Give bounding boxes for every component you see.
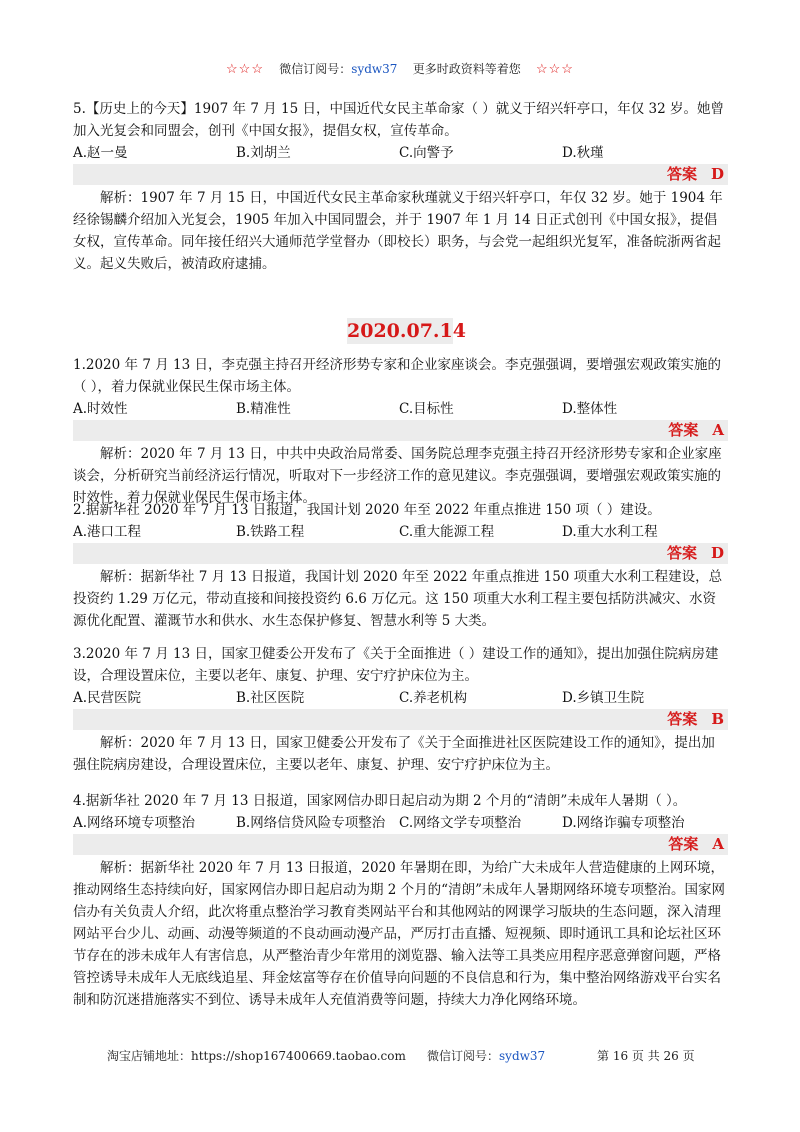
option-a: A.民营医院	[73, 690, 142, 706]
answer-bar	[73, 709, 728, 730]
header-slogan: 更多时政资料等着您	[412, 62, 521, 76]
page-number: 第 16 页 共 26 页	[597, 1049, 695, 1063]
option-a: A.赵一曼	[73, 145, 128, 161]
answer-letter: D	[710, 544, 724, 562]
answer-bar	[73, 164, 728, 185]
question-3	[73, 643, 728, 776]
question-text: 4.据新华社 2020 年 7 月 13 日报道，国家网信办即日起启动为期 2 个月的“清朗”未成年人暑期（ ）。	[73, 793, 687, 809]
answer-label: 答案	[666, 165, 697, 183]
question-text: 1.2020 年 7 月 13 日，李克强主持召开经济形势专家和企业家座谈会。李克强强调，要增强宏观政策实施的（ ），着力保就业保民生保市场主体。	[73, 357, 721, 395]
date-heading: 2020.07.14	[347, 320, 466, 342]
stars-right: ☆☆☆	[536, 62, 574, 77]
option-c: C.向警予	[399, 145, 454, 161]
option-d: D.重大水利工程	[562, 524, 658, 540]
header-wechat-label: 微信订阅号：	[279, 62, 352, 76]
explanation: 解析：2020 年 7 月 13 日，中共中央政治局常委、国务院总理李克强主持召开经济形势专家和企业家座谈会，分析研究当前经济运行情况，听取对下一步经济工作的意见建议。李克强强调，要增强宏观政策实施的时效性，着力保就业保民生保市场主体。	[73, 446, 722, 506]
answer-letter: A	[712, 421, 724, 439]
option-c: C.网络文学专项整治	[399, 815, 522, 831]
option-d: D.秋瑾	[562, 145, 604, 161]
option-a: A.港口工程	[73, 524, 142, 540]
option-c: C.养老机构	[399, 690, 468, 706]
question-text: 5.【历史上的今天】1907 年 7 月 15 日，中国近代女民主革命家（ ）就义于绍兴轩亭口，年仅 32 岁。她曾加入光复会和同盟会，创刊《中国女报》，提倡女权，宣传革命。	[73, 101, 725, 139]
option-b: B.铁路工程	[236, 524, 305, 540]
option-c: C.目标性	[399, 401, 454, 417]
options-row	[73, 142, 728, 164]
shop-address[interactable]: 淘宝店铺地址：https://shop167400669.taobao.com	[107, 1049, 406, 1063]
header-wechat-account: sydw37	[351, 62, 398, 76]
option-d: D.整体性	[562, 401, 618, 417]
explanation: 解析：据新华社 7 月 13 日报道，我国计划 2020 年至 2022 年重点推进 150 项重大水利工程建设，总投资约 1.29 万亿元，带动直接和间接投资约 6.6 万亿元。这 150 项重大水利工程主要包括防洪减灾、水资源优化配置、灌溉节水和供水、水生态保护修复、智慧水利等 5 大类。	[73, 569, 723, 629]
option-d: D.乡镇卫生院	[562, 690, 645, 706]
explanation: 解析：2020 年 7 月 13 日，国家卫健委公开发布了《关于全面推进社区医院建设工作的通知》，提出加强住院病房建设，合理设置床位，主要以老年、康复、护理、安宁疗护床位为主。	[73, 735, 715, 773]
answer-label: 答案	[668, 835, 699, 853]
question-text: 3.2020 年 7 月 13 日，国家卫健委公开发布了《关于全面推进（ ）建设工作的通知》，提出加强住院病房建设，合理设置床位，主要以老年、康复、护理、安宁疗护床位为主。	[73, 646, 719, 684]
footer-wechat	[427, 1047, 545, 1064]
question-4	[73, 790, 728, 1011]
option-b: B.刘胡兰	[236, 145, 291, 161]
options-row	[73, 812, 728, 834]
stars-left: ☆☆☆	[226, 62, 264, 77]
explanation: 解析：1907 年 7 月 15 日，中国近代女民主革命家秋瑾就义于绍兴轩亭口，年仅 32 岁。她于 1904 年经徐锡麟介绍加入光复会，1905 年加入中国同盟会，并于 1907 年 1 月 14 日正式创刊《中国女报》，提倡女权，宣传革命。同年接任绍兴大通师范学堂督办（即校长）职务，与会党一起组织光复军，准备皖浙两省起义。起义失败后，被清政府逮捕。	[73, 190, 723, 272]
answer-label: 答案	[667, 710, 698, 728]
answer-bar	[73, 834, 728, 855]
answer-label: 答案	[666, 544, 697, 562]
option-b: B.精准性	[236, 401, 291, 417]
option-c: C.重大能源工程	[399, 524, 495, 540]
question-text: 2.据新华社 2020 年 7 月 13 日报道，我国计划 2020 年至 2022 年重点推进 150 项（ ）建设。	[73, 502, 661, 518]
options-row	[73, 687, 728, 709]
explanation: 解析：据新华社 2020 年 7 月 13 日报道，2020 年暑期在即，为给广大未成年人营造健康的上网环境，推动网络生态持续向好，国家网信办即日起启动为期 2 个月的“清朗”未成年人暑期网络环境专项整治。国家网信办有关负责人介绍，此次将重点整治学习教育类网站平台和其他网站的网课学习版块的生态问题，深入清理网站平台少儿、动画、动漫等频道的不良动画动漫产品，严厉打击直播、短视频、即时通讯工具和论坛社区环节存在的涉未成年人有害信息，从严整治青少年常用的浏览器、输入法等工具类应用程序恶意弹窗问题，严格管控诱导未成年人无底线追星、拜金炫富等存在价值导向问题的不良信息和行为，集中整治网络游戏平台实名制和防沉迷措施落实不到位、诱导未成年人充值消费等问题，持续大力净化网络环境。	[73, 860, 725, 1008]
footer-wechat-account: sydw37	[499, 1049, 546, 1063]
options-row	[73, 398, 728, 420]
option-a: A.网络环境专项整治	[73, 815, 196, 831]
answer-bar	[73, 543, 728, 564]
option-d: D.网络诈骗专项整治	[562, 815, 685, 831]
answer-bar	[73, 420, 728, 441]
answer-letter: B	[711, 710, 724, 728]
question-1	[73, 354, 728, 509]
footer-wechat-label: 微信订阅号：	[427, 1049, 500, 1063]
options-row	[73, 521, 728, 543]
question-2	[73, 499, 728, 632]
option-a: A.时效性	[73, 401, 128, 417]
answer-letter: D	[710, 165, 724, 183]
page-header	[0, 60, 800, 77]
option-b: B.网络信贷风险专项整治	[236, 815, 386, 831]
option-b: B.社区医院	[236, 690, 305, 706]
answer-letter: A	[712, 835, 724, 853]
question-5	[73, 98, 728, 275]
answer-label: 答案	[668, 421, 699, 439]
